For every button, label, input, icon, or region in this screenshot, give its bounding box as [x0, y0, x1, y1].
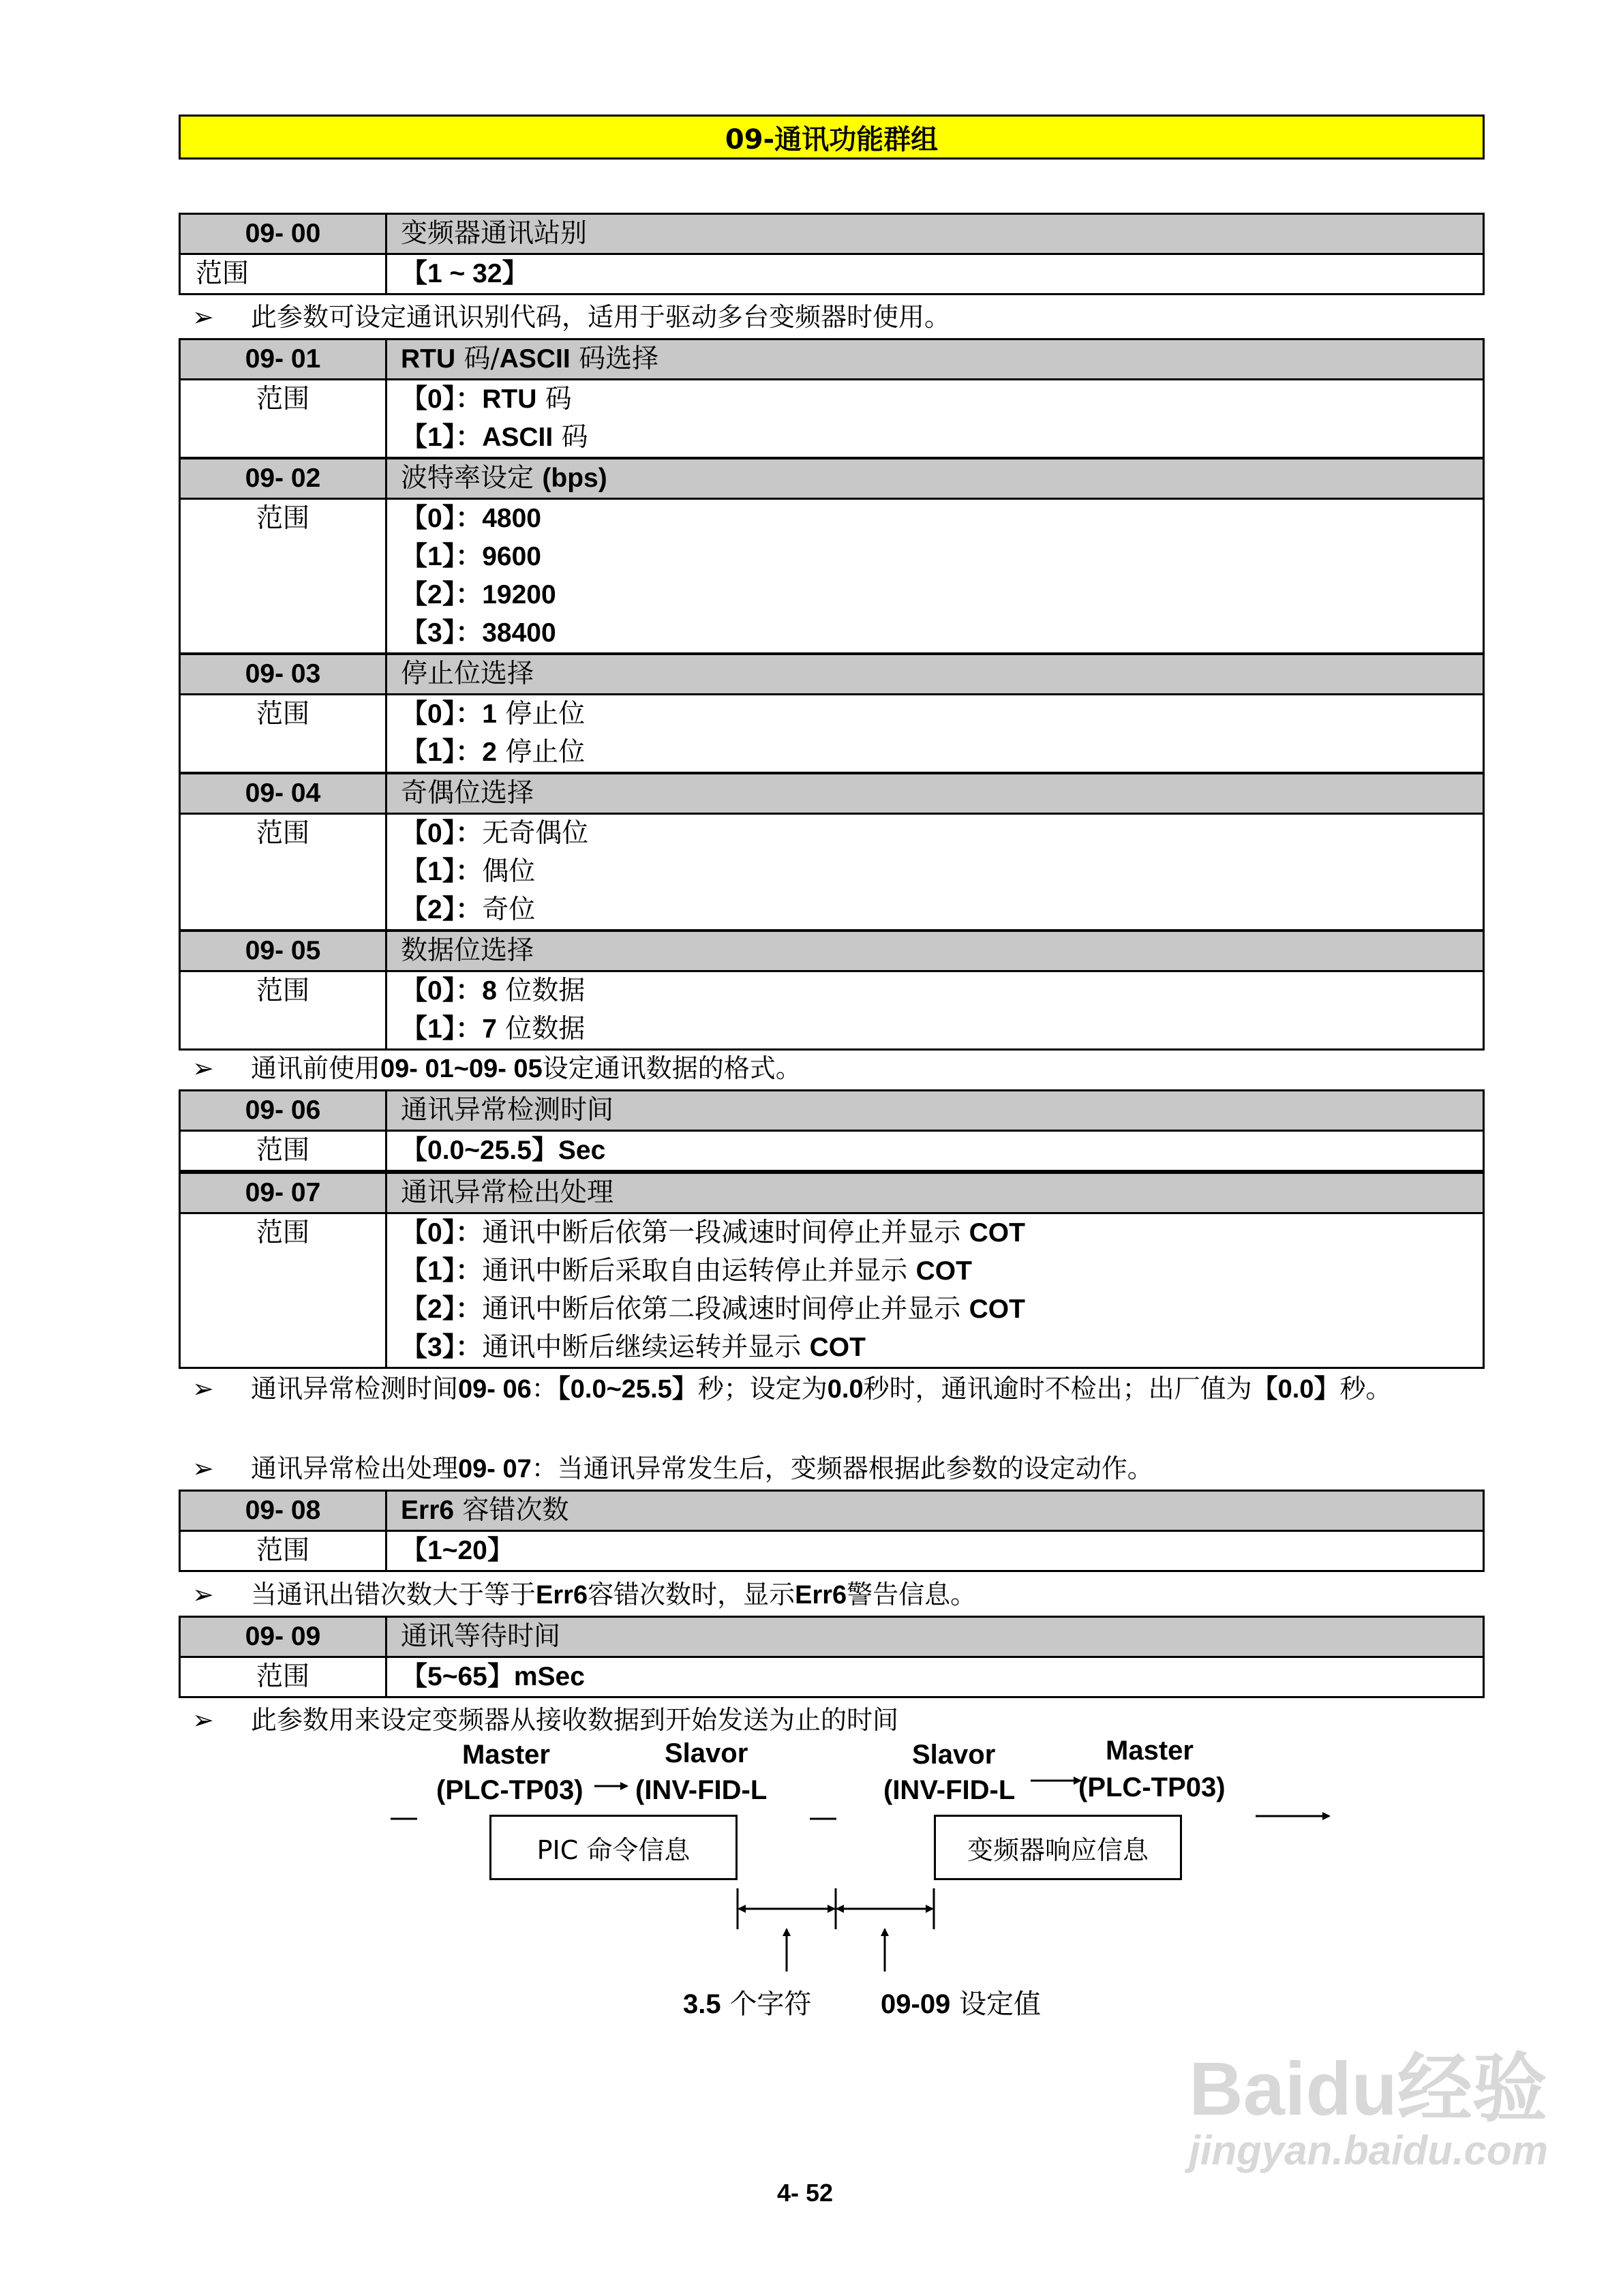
section-title-text: 09-通讯功能群组: [725, 123, 939, 155]
note-part: 通讯前使用: [251, 1053, 381, 1083]
plc-command-box: [489, 1815, 738, 1880]
option-key: 【1】：: [401, 857, 483, 886]
section-title: [179, 115, 1485, 160]
option-key: 【1】：: [401, 738, 483, 767]
option-key: 【1】：: [401, 542, 483, 571]
param-table-09-02: [179, 457, 1485, 654]
param-name-part: 容错次数: [454, 1495, 569, 1526]
option-key: 【0】：: [401, 384, 483, 414]
range-options: [386, 814, 1484, 931]
param-range-row: [180, 1657, 1484, 1697]
note-part: 通讯异常检出处理: [251, 1453, 459, 1483]
note-part: 秒时，通讯逾时不检出；出厂值为: [863, 1374, 1252, 1404]
range-options: [386, 380, 1484, 458]
param-header-row: [180, 1617, 1484, 1657]
range-options: [386, 971, 1484, 1050]
note-part: 秒。: [1339, 1374, 1392, 1404]
param-code: 09- 04: [180, 774, 386, 814]
range-label: 范围: [180, 695, 386, 773]
note-part: 警告信息。: [847, 1580, 977, 1610]
param-code: 09- 02: [180, 459, 386, 499]
option-value: 8: [482, 976, 497, 1006]
slavor-sub-label: (INV-FID-L: [635, 1775, 768, 1805]
option-key: 【2】：: [401, 1295, 483, 1324]
range-value-cell: [386, 1131, 1484, 1171]
param-name-part: (bps): [542, 464, 607, 493]
param-range-row: [180, 814, 1484, 931]
slavor-label: Slavor: [665, 1738, 748, 1768]
option-key: 【0】：: [401, 699, 483, 729]
note-text: 此参数用来设定变频器从接收数据到开始发送为止的时间: [251, 1705, 899, 1735]
note-09-00: [192, 299, 1487, 335]
range-option: [401, 1010, 1483, 1048]
range-label: 范围: [180, 971, 386, 1050]
param-name: 变频器通讯站别: [386, 214, 1484, 254]
param-name: 数据位选择: [386, 931, 1484, 971]
option-value: 2: [482, 738, 497, 767]
note-09-08: [192, 1576, 1487, 1614]
page-number: 4- 52: [777, 2179, 834, 2207]
param-range-row: [180, 499, 1484, 654]
param-table-09-08: [179, 1490, 1485, 1572]
range-option: [401, 734, 1483, 772]
note-text: [192, 1576, 1487, 1614]
range-value-cell: [386, 1657, 1484, 1697]
bullet-arrow-icon: ➢: [192, 1453, 214, 1483]
param-table-09-06: [179, 1089, 1485, 1172]
option-text: 通讯中断后依第二段减速时间停止并显示: [482, 1294, 969, 1325]
param-name: [386, 1491, 1484, 1531]
param-name: 通讯异常检测时间: [386, 1091, 1484, 1131]
range-value: 【0.0~25.5】Sec: [401, 1136, 606, 1165]
option-value: COT: [915, 1256, 972, 1286]
option-value: ASCII: [482, 423, 553, 452]
note-text: 此参数可设定通讯识别代码，适用于驱动多台变频器时使用。: [251, 302, 951, 332]
note-text: [192, 1370, 1487, 1408]
param-header-row: [180, 1491, 1484, 1531]
option-value: 7: [482, 1014, 497, 1044]
param-name: 通讯等待时间: [386, 1617, 1484, 1657]
note-part: 09- 07: [458, 1455, 532, 1483]
param-header-row: [180, 1091, 1484, 1131]
option-value: 9600: [482, 542, 541, 571]
option-value: 38400: [482, 618, 556, 648]
param-table-09-01: [179, 338, 1485, 459]
param-header-row: [180, 214, 1484, 254]
range-option: [401, 853, 1483, 891]
plc-command-text: PIC 命令信息: [536, 1834, 691, 1865]
char-gap-text: 个字符: [721, 1989, 812, 2020]
note-part: 秒；设定为: [697, 1374, 828, 1404]
param-code: 09- 06: [180, 1091, 386, 1131]
wait-time-value: 09-09: [881, 1989, 951, 2019]
range-value: 【1~20】: [401, 1536, 514, 1565]
param-code: 09- 00: [180, 214, 386, 254]
param-range-row: [180, 695, 1484, 773]
note-text: [192, 1450, 1487, 1487]
option-text: 位数据: [496, 1014, 586, 1044]
master-sub-label: (PLC-TP03): [436, 1775, 583, 1805]
range-options: [386, 695, 1484, 773]
param-table-09-05: [179, 930, 1485, 1051]
param-header-row: [180, 931, 1484, 971]
param-code: 09- 03: [180, 654, 386, 695]
param-header-row: [180, 1173, 1484, 1213]
option-text: 码: [553, 422, 588, 453]
slavor-label: Slavor: [912, 1740, 996, 1770]
param-name-part: 波特率设定: [401, 463, 543, 494]
option-text: 偶位: [482, 856, 536, 887]
option-key: 【1】：: [401, 1256, 483, 1286]
param-name: [386, 339, 1484, 380]
param-header-row: [180, 459, 1484, 499]
param-table-09-00: [179, 213, 1485, 295]
param-name-part: 码/: [455, 344, 500, 374]
param-table-09-09: [179, 1616, 1485, 1698]
range-option: [401, 538, 1483, 576]
note-09-09: [192, 1702, 1487, 1738]
option-key: 【2】：: [401, 895, 483, 924]
note-part: 当通讯出错次数大于等于: [251, 1580, 536, 1610]
option-key: 【0】：: [401, 976, 483, 1006]
slavor-sub-label: (INV-FID-L: [883, 1775, 1016, 1805]
note-part: Err6: [795, 1581, 847, 1610]
param-name: 奇偶位选择: [386, 774, 1484, 814]
option-value: COT: [809, 1333, 866, 1362]
range-options: [386, 499, 1484, 654]
param-range-row: [180, 1531, 1484, 1571]
range-option: [401, 891, 1483, 929]
char-gap-value: 3.5: [683, 1989, 721, 2019]
watermark-brand: Baidu经验: [1189, 2047, 1547, 2131]
range-label: 范围: [180, 1213, 386, 1368]
option-value: RTU: [482, 384, 537, 414]
param-code: 09- 01: [180, 339, 386, 380]
param-range-row: [180, 1213, 1484, 1368]
option-key: 【1】：: [401, 423, 483, 452]
note-part: ：当通讯异常发生后，变频器根据此参数的设定动作。: [531, 1453, 1153, 1483]
note-09-07: [192, 1450, 1487, 1487]
range-label: 范围: [180, 1657, 386, 1697]
inverter-response-text: 变频器响应信息: [967, 1834, 1149, 1865]
option-value: 1: [482, 699, 497, 729]
option-value: COT: [969, 1218, 1025, 1248]
range-option: [401, 500, 1483, 538]
param-name-part: ASCII: [499, 344, 571, 374]
note-09-05: [192, 1050, 1487, 1087]
param-code: 09- 08: [180, 1491, 386, 1531]
param-range-row: [180, 1131, 1484, 1171]
range-label: 范围: [180, 254, 386, 294]
param-header-row: [180, 339, 1484, 380]
range-label: 范围: [180, 1131, 386, 1171]
param-code: 09- 07: [180, 1173, 386, 1213]
range-value-cell: [386, 254, 1484, 294]
range-value: 【5~65】mSec: [401, 1662, 585, 1691]
wait-time-label: [881, 1982, 1041, 2021]
param-name-part: RTU: [401, 344, 456, 374]
range-label: 范围: [180, 1531, 386, 1571]
param-name-part: 码选择: [570, 344, 659, 374]
range-label: 范围: [180, 380, 386, 458]
note-part: 09- 01~09- 05: [380, 1055, 543, 1083]
note-part: 设定通讯数据的格式。: [542, 1053, 802, 1083]
bullet-arrow-icon: ➢: [192, 302, 214, 332]
option-value: 19200: [482, 580, 556, 609]
param-code: 09- 05: [180, 931, 386, 971]
param-range-row: [180, 254, 1484, 294]
note-09-06: [192, 1370, 1487, 1408]
param-range-row: [180, 380, 1484, 458]
param-code: 09- 09: [180, 1617, 386, 1657]
note-text: [192, 1050, 1487, 1087]
range-option: [401, 1329, 1483, 1367]
char-gap-label: [683, 1982, 811, 2021]
master-label: Master: [462, 1740, 550, 1770]
option-key: 【0】：: [401, 819, 483, 848]
option-value: 4800: [482, 504, 541, 533]
master-sub-label: (PLC-TP03): [1078, 1772, 1226, 1802]
range-label: 范围: [180, 499, 386, 654]
param-header-row: [180, 654, 1484, 695]
range-option: [401, 815, 1483, 853]
param-name: 通讯异常检出处理: [386, 1173, 1484, 1213]
option-text: 码: [536, 384, 572, 414]
option-text: 通讯中断后继续运转并显示: [482, 1332, 810, 1363]
option-key: 【0】：: [401, 1218, 483, 1248]
bullet-arrow-icon: ➢: [192, 1053, 214, 1083]
inverter-response-box: [934, 1815, 1182, 1880]
option-key: 【0】：: [401, 504, 483, 533]
range-option: [401, 1214, 1483, 1252]
option-text: 停止位: [496, 737, 586, 768]
note-part: 通讯异常检测时间: [251, 1374, 459, 1404]
note-part: Err6: [536, 1581, 588, 1610]
range-option: [401, 419, 1483, 457]
param-name-part: Err6: [401, 1496, 455, 1525]
param-name: [386, 459, 1484, 499]
note-part: 【0.0~25.5】: [557, 1375, 698, 1404]
param-table-09-04: [179, 772, 1485, 931]
range-label: 范围: [180, 814, 386, 931]
baidu-watermark-logo: [1189, 2047, 1548, 2175]
note-part: 09- 06: [458, 1375, 532, 1404]
option-text: 奇位: [482, 894, 536, 925]
note-part: 容错次数时，显示: [588, 1580, 795, 1610]
range-options: [386, 1213, 1484, 1368]
param-table-09-07: [179, 1172, 1485, 1369]
option-text: 通讯中断后依第一段减速时间停止并显示: [482, 1218, 969, 1248]
bullet-arrow-icon: ➢: [192, 1705, 214, 1735]
note-part: ：: [531, 1374, 558, 1404]
range-option: [401, 576, 1483, 614]
param-name: 停止位选择: [386, 654, 1484, 695]
range-option: [401, 1290, 1483, 1329]
note-part: 0.0: [827, 1375, 864, 1404]
option-key: 【3】：: [401, 1333, 483, 1362]
param-header-row: [180, 774, 1484, 814]
bullet-arrow-icon: ➢: [192, 1580, 214, 1610]
range-value-cell: [386, 1531, 1484, 1571]
note-part: 【0.0】: [1252, 1375, 1340, 1404]
range-option: [401, 1252, 1483, 1290]
range-option: [401, 614, 1483, 652]
param-range-row: [180, 971, 1484, 1050]
range-value: 【1 ~ 32】: [401, 259, 529, 288]
option-text: 位数据: [496, 976, 586, 1006]
option-value: COT: [969, 1295, 1025, 1324]
option-text: 停止位: [496, 699, 586, 729]
range-option: [401, 695, 1483, 734]
param-table-09-03: [179, 653, 1485, 774]
option-text: 通讯中断后采取自由运转停止并显示: [482, 1256, 916, 1286]
range-option: [401, 972, 1483, 1010]
option-key: 【2】：: [401, 580, 483, 609]
option-text: 无奇偶位: [482, 818, 589, 849]
master-label: Master: [1106, 1736, 1194, 1766]
option-key: 【1】：: [401, 1014, 483, 1044]
bullet-arrow-icon: ➢: [192, 1374, 214, 1404]
range-option: [401, 380, 1483, 419]
watermark-url: jingyan.baidu.com: [1189, 2128, 1548, 2173]
wait-time-text: 设定值: [950, 1989, 1042, 2020]
option-key: 【3】：: [401, 618, 483, 648]
